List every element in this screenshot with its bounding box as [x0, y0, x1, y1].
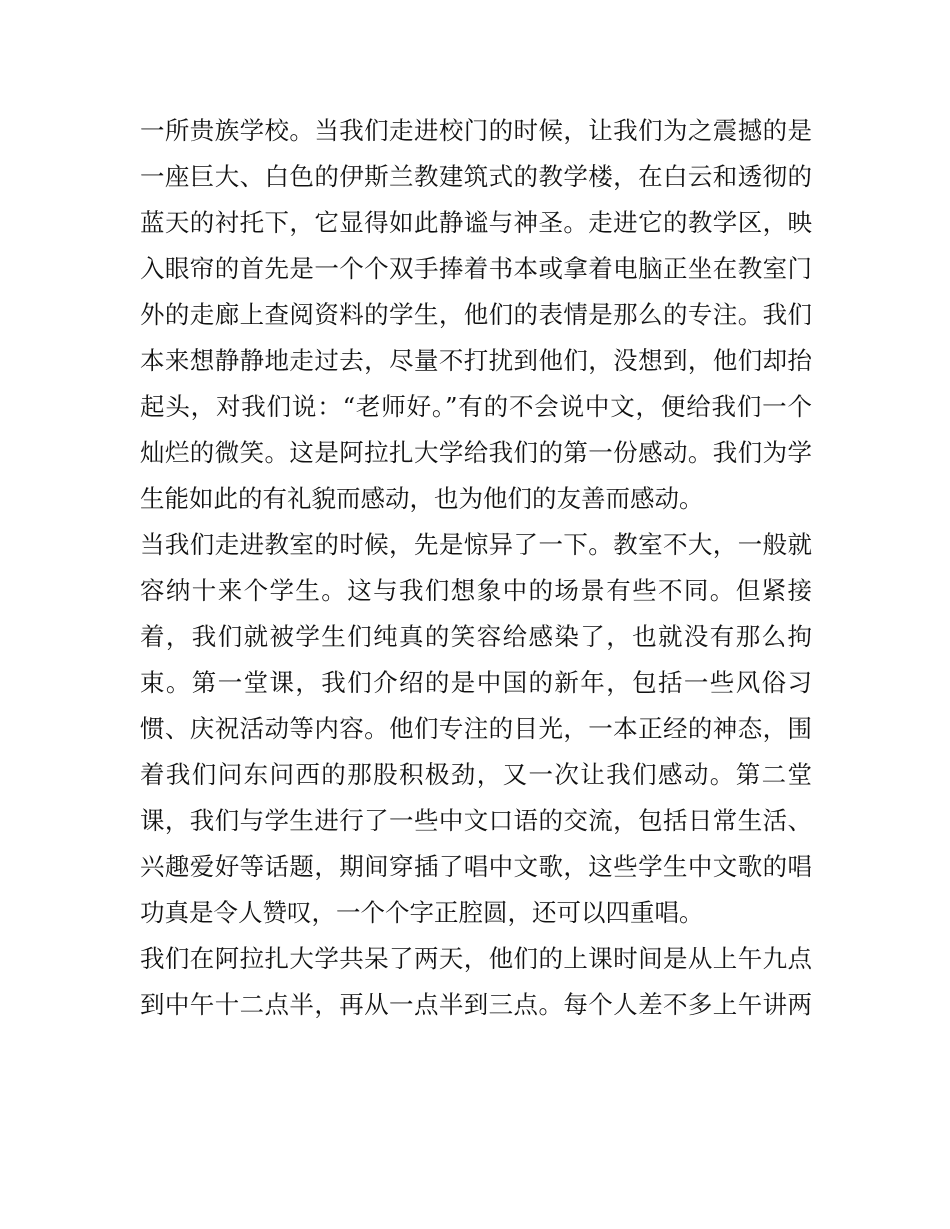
text-line: 到中午十二点半，再从一点半到三点。每个人差不多上午讲两: [140, 990, 812, 1019]
text-line: 功真是令人赞叹，一个个字正腔圆，还可以四重唱。: [140, 898, 704, 927]
text-line: 束。第一堂课，我们介绍的是中国的新年，包括一些风俗习: [140, 668, 812, 697]
text-line: 起头，对我们说：“老师好。”有的不会说中文，便给我们一个: [140, 392, 812, 421]
text-line: 着，我们就被学生们纯真的笑容给感染了，也就没有那么拘: [140, 622, 812, 651]
text-line: 着我们问东问西的那股积极劲，又一次让我们感动。第二堂: [140, 760, 812, 789]
text-line: 当我们走进教室的时候，先是惊异了一下。教室不大，一般就: [140, 530, 812, 559]
text-line: 一所贵族学校。当我们走进校门的时候，让我们为之震撼的是: [140, 116, 812, 145]
paragraph-2: [140, 522, 812, 936]
paragraph-3: [140, 936, 812, 1028]
text-line: 外的走廊上查阅资料的学生，他们的表情是那么的专注。我们: [140, 300, 812, 329]
text-line: 容纳十来个学生。这与我们想象中的场景有些不同。但紧接: [140, 576, 812, 605]
text-line: 兴趣爱好等话题，期间穿插了唱中文歌，这些学生中文歌的唱: [140, 852, 812, 881]
text-line: 入眼帘的首先是一个个双手捧着书本或拿着电脑正坐在教室门: [140, 254, 812, 283]
text-line: 灿烂的微笑。这是阿拉扎大学给我们的第一份感动。我们为学: [140, 438, 812, 467]
text-line: 一座巨大、白色的伊斯兰教建筑式的教学楼，在白云和透彻的: [140, 162, 812, 191]
text-line: 生能如此的有礼貌而感动，也为他们的友善而感动。: [140, 484, 704, 513]
text-line: 我们在阿拉扎大学共呆了两天，他们的上课时间是从上午九点: [140, 944, 812, 973]
text-line: 惯、庆祝活动等内容。他们专注的目光，一本正经的神态，围: [140, 714, 812, 743]
text-line: 蓝天的衬托下，它显得如此静谧与神圣。走进它的教学区，映: [140, 208, 812, 237]
text-line: 本来想静静地走过去，尽量不打扰到他们，没想到，他们却抬: [140, 346, 812, 375]
paragraph-1: [140, 108, 812, 522]
body-text: [140, 108, 812, 1028]
text-line: 课，我们与学生进行了一些中文口语的交流，包括日常生活、: [140, 806, 812, 835]
